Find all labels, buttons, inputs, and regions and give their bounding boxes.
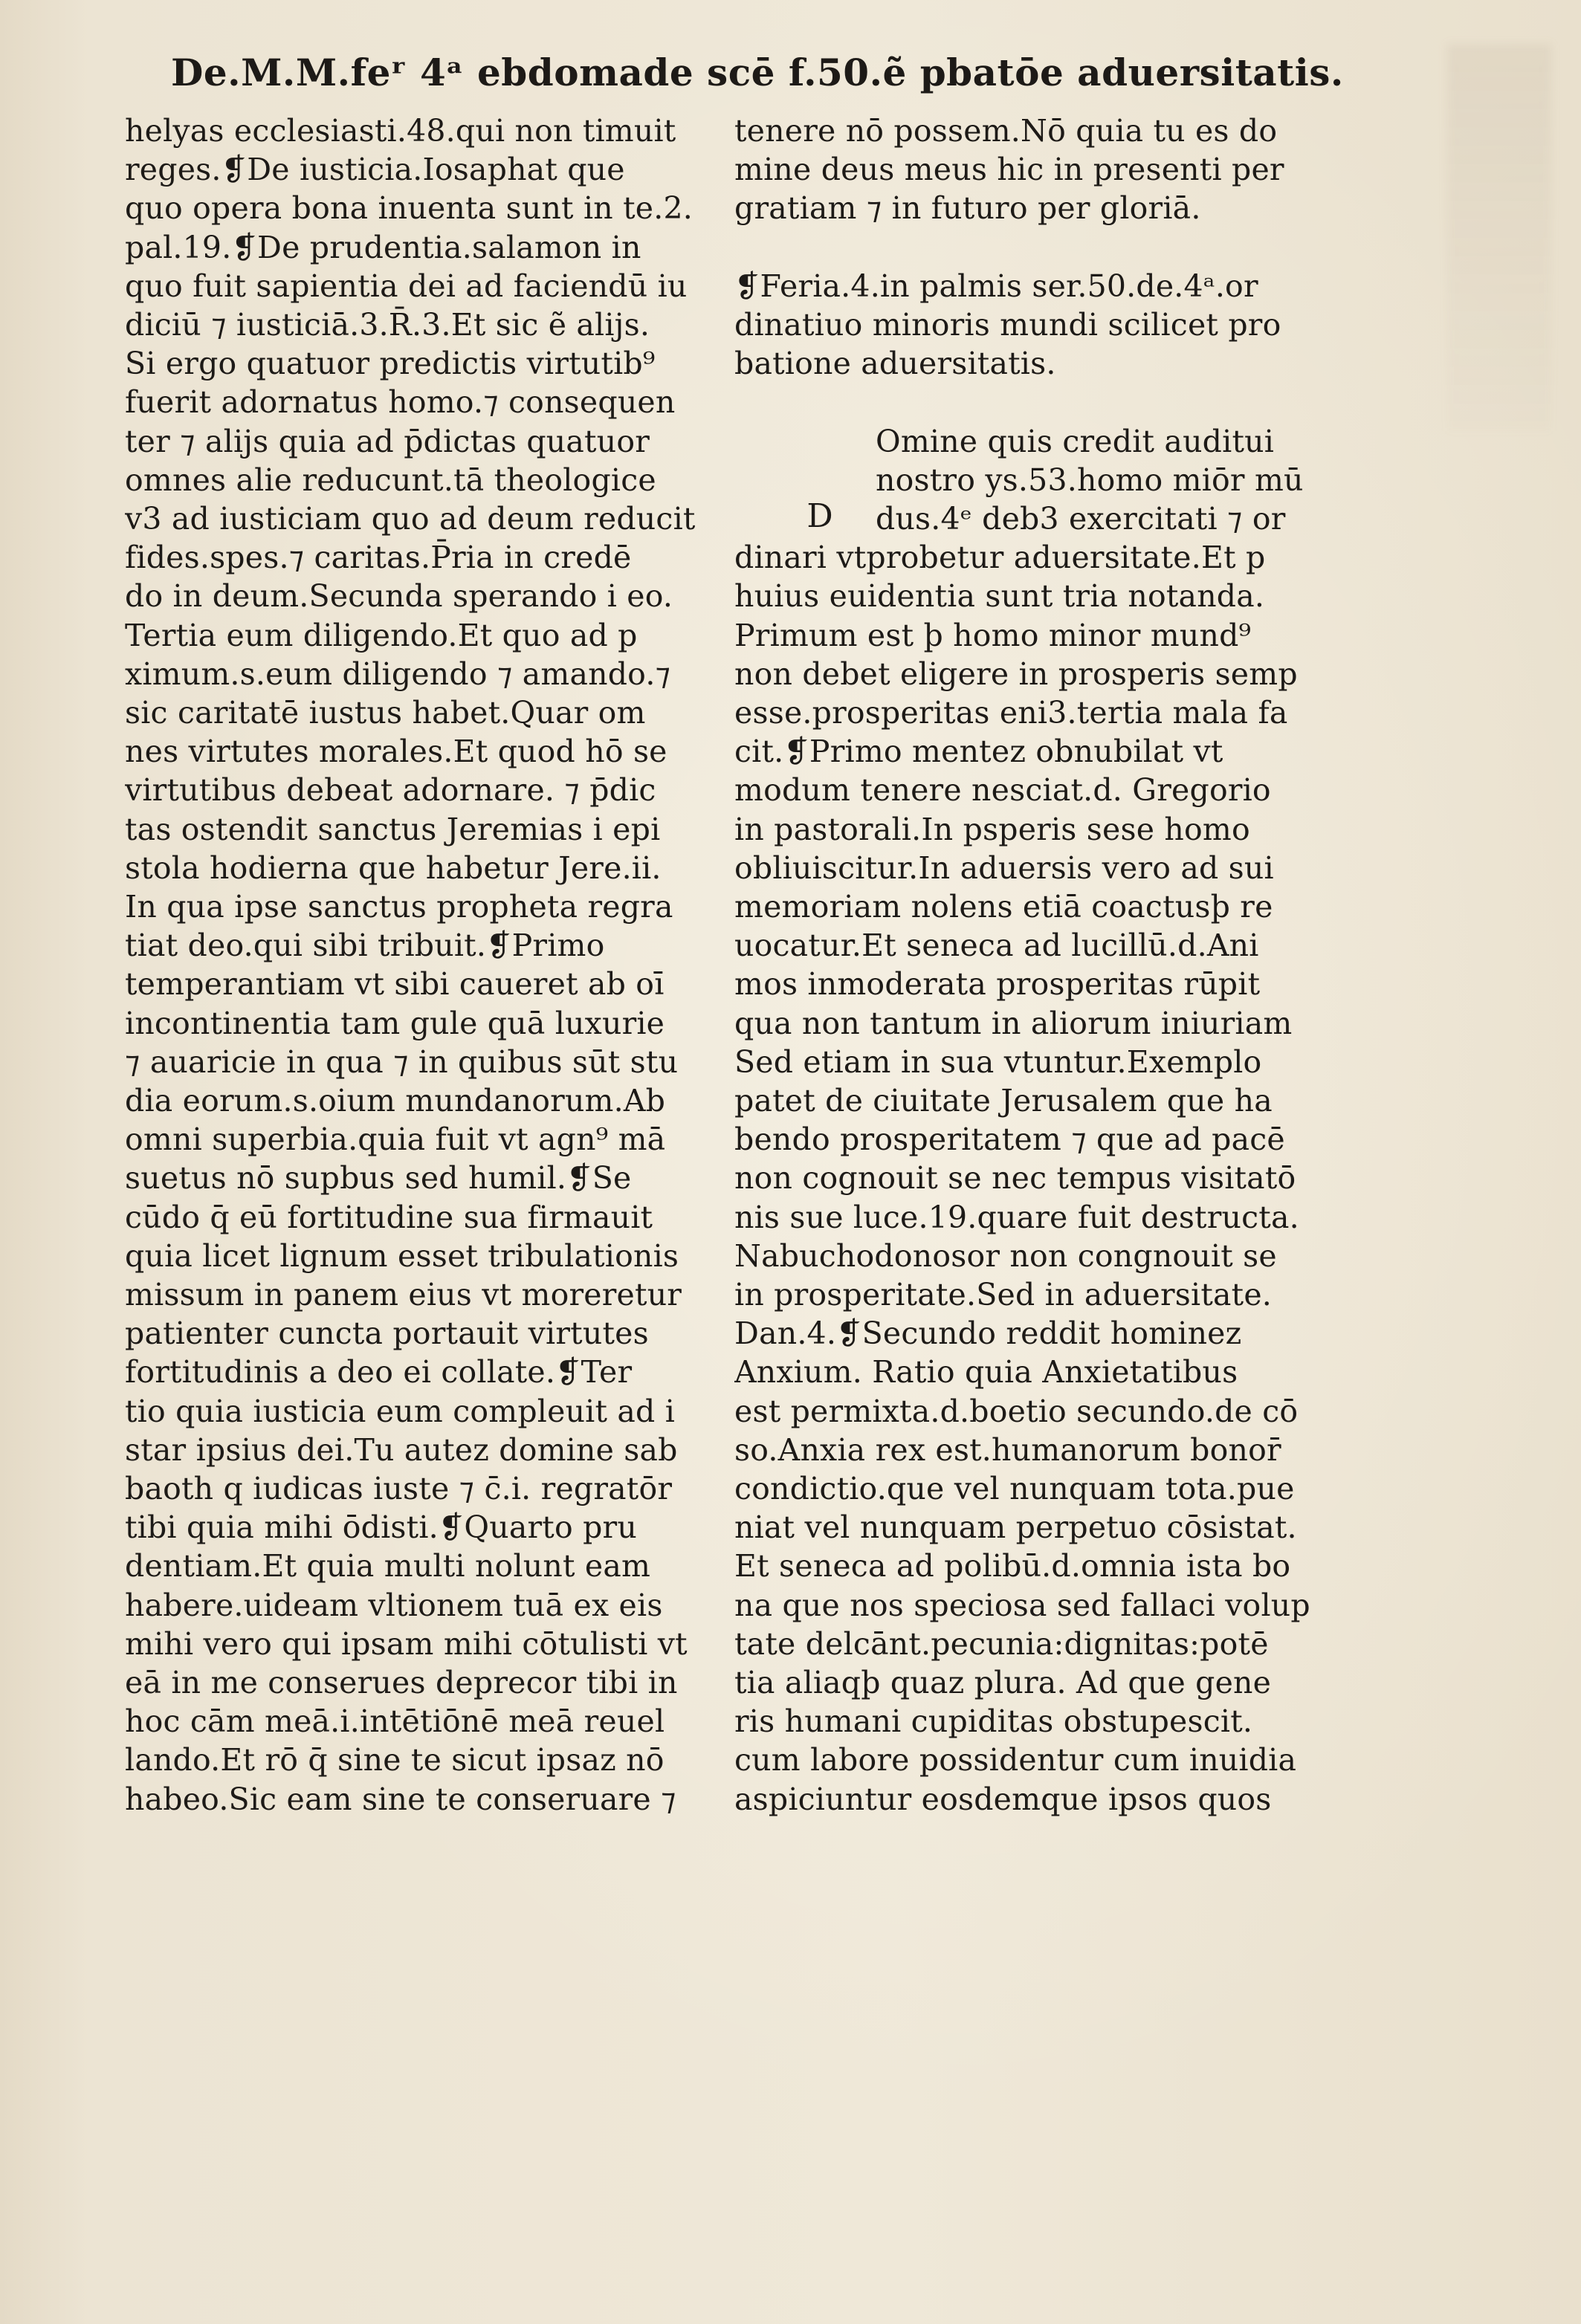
right-column-line-13: huius euidentia sunt tria notanda. xyxy=(734,578,1265,614)
left-column-line-18: virtutibus debeat adornare. ⁊ p̄dic xyxy=(125,772,656,808)
right-column-line-3: gratiam ⁊ in futuro per gloriā. xyxy=(734,190,1201,226)
left-column-line-2: reges.❡De iusticia.Iosaphat que xyxy=(125,152,625,187)
right-column-line-15: non debet eligere in prosperis semp xyxy=(734,656,1298,692)
left-column-line-24: incontinentia tam gule quā luxurie xyxy=(125,1006,665,1041)
left-column-line-16: sic caritatē iustus habet.Quar om xyxy=(125,695,646,731)
right-column-line-26: patet de ciuitate Jerusalem que ha xyxy=(734,1083,1273,1119)
right-column-line-36: condictio.que vel nunquam tota.pue xyxy=(734,1471,1295,1506)
right-column-line-37: niat vel nunquam perpetuo cōsistat. xyxy=(734,1509,1297,1545)
right-column-line-29: nis sue luce.19.quare fuit destructa. xyxy=(734,1200,1299,1235)
left-column-line-11: v3 ad iusticiam quo ad deum reducit xyxy=(125,501,696,537)
right-column-line-30: Nabuchodonosor non congnouit se xyxy=(734,1238,1277,1274)
bleed-through-shadow xyxy=(1447,45,1551,431)
right-column-line-22: uocatur.Et seneca ad lucillū.d.Ani xyxy=(734,928,1259,963)
right-column-line-17: cit.❡Primo mentez obnubilat vt xyxy=(734,734,1223,769)
right-column-line-25: Sed etiam in sua vtuntur.Exemplo xyxy=(734,1044,1262,1080)
right-column-line-7: batione aduersitatis. xyxy=(734,346,1056,381)
right-column-line-5: ❡Feria.4.in palmis ser.50.de.4ᵃ.or xyxy=(734,268,1258,304)
left-column-line-27: omni superbia.quia fuit vt agn⁹ mā xyxy=(125,1121,666,1157)
right-column-line-42: ris humani cupiditas obstupescit. xyxy=(734,1703,1253,1739)
right-column-line-35: so.Anxia rex est.humanorum bonor̄ xyxy=(734,1432,1281,1468)
left-column-line-42: hoc cām meā.i.intētiōnē meā reuel xyxy=(125,1703,665,1739)
right-column-line-1: tenere nō possem.Nō quia tu es do xyxy=(734,113,1278,149)
right-column-line-24: qua non tantum in aliorum iniuriam xyxy=(734,1006,1293,1041)
left-column-line-44: habeo.Sic eam sine te conseruare ⁊ xyxy=(125,1781,676,1817)
left-column-line-34: tio quia iusticia eum compleuit ad i xyxy=(125,1394,676,1429)
right-column-line-10: nostro ys.53.homo miōr mū xyxy=(876,462,1304,498)
left-column-line-15: ximum.s.eum diligendo ⁊ amando.⁊ xyxy=(125,656,671,692)
left-column-line-31: missum in panem eius vt moreretur xyxy=(125,1277,682,1312)
left-column-line-4: pal.19.❡De prudentia.salamon in xyxy=(125,230,641,265)
left-column-line-8: fuerit adornatus homo.⁊ consequen xyxy=(125,384,676,420)
left-column-line-5: quo fuit sapientia dei ad faciendū iu xyxy=(125,268,688,304)
right-column-line-44: aspiciuntur eosdemque ipsos quos xyxy=(734,1781,1272,1817)
left-column-line-39: habere.uideam vltionem tuā ex eis xyxy=(125,1587,663,1623)
left-column-line-13: do in deum.Secunda sperando i eo. xyxy=(125,578,673,614)
right-text-column xyxy=(734,111,1329,1940)
right-column-line-23: mos inmoderata prosperitas rūpit xyxy=(734,966,1261,1002)
left-column-line-35: star ipsius dei.Tu autez domine sab xyxy=(125,1432,678,1468)
initial-letter-guide: D xyxy=(806,497,833,535)
right-column-line-19: in pastorali.In psperis sese homo xyxy=(734,812,1250,847)
right-column-line-20: obliuiscitur.In aduersis vero ad sui xyxy=(734,850,1274,886)
left-column-line-9: ter ⁊ alijs quia ad p̄dictas quatuor xyxy=(125,424,650,459)
left-column-line-28: suetus nō supbus sed humil.❡Se xyxy=(125,1160,632,1196)
left-column-line-19: tas ostendit sanctus Jeremias i epi xyxy=(125,812,661,847)
left-column-line-30: quia licet lignum esset tribulationis xyxy=(125,1238,679,1274)
right-column-line-21: memoriam nolens etiā coactusþ re xyxy=(734,889,1273,925)
left-column-line-38: dentiam.Et quia multi nolunt eam xyxy=(125,1548,651,1584)
left-text-column xyxy=(125,111,720,1940)
left-column-line-3: quo opera bona inuenta sunt in te.2. xyxy=(125,190,693,226)
left-column-line-33: fortitudinis a deo ei collate.❡Ter xyxy=(125,1354,633,1390)
left-column-line-21: In qua ipse sanctus propheta regra xyxy=(125,889,673,925)
left-column-line-40: mihi vero qui ipsam mihi cōtulisti vt xyxy=(125,1626,688,1662)
left-column-line-32: patienter cuncta portauit virtutes xyxy=(125,1315,649,1351)
left-column-line-1: helyas ecclesiasti.48.qui non timuit xyxy=(125,113,676,149)
right-column-line-33: Anxium. Ratio quia Anxietatibus xyxy=(734,1354,1238,1390)
left-column-line-22: tiat deo.qui sibi tribuit.❡Primo xyxy=(125,928,605,963)
right-column-line-11: dus.4ᵉ deb3 exercitati ⁊ or xyxy=(876,501,1286,537)
left-column-line-7: Si ergo quatuor predictis virtutib⁹ xyxy=(125,346,656,381)
right-column-line-12: dinari vtprobetur aduersitate.Et p xyxy=(734,540,1266,575)
right-column-line-14: Primum est þ homo minor mund⁹ xyxy=(734,618,1252,653)
right-column-line-31: in prosperitate.Sed in aduersitate. xyxy=(734,1277,1273,1312)
right-column-line-9: Omine quis credit auditui xyxy=(876,424,1275,459)
left-column-line-6: diciū ⁊ iusticiā.3.R̄.3.Et sic ẽ alijs. xyxy=(125,307,650,343)
right-column-line-2: mine deus meus hic in presenti per xyxy=(734,152,1284,187)
left-column-line-37: tibi quia mihi ōdisti.❡Quarto pru xyxy=(125,1509,637,1545)
right-column-line-28: non cognouit se nec tempus visitatō xyxy=(734,1160,1296,1196)
left-column-line-41: eā in me conserues deprecor tibi in xyxy=(125,1665,678,1700)
right-column-line-38: Et seneca ad polibū.d.omnia ista bo xyxy=(734,1548,1291,1584)
right-column-line-39: na que nos speciosa sed fallaci volup xyxy=(734,1587,1310,1623)
running-head: De.M.M.feʳ 4ᵃ ebdomade scē f.50.ẽ pbatōe aduersitatis. xyxy=(171,51,1344,94)
left-column-line-12: fides.spes.⁊ caritas.P̄ria in credē xyxy=(125,540,632,575)
left-column-line-29: cūdo q̄ eū fortitudine sua firmauit xyxy=(125,1200,653,1235)
left-column-line-25: ⁊ auaricie in qua ⁊ in quibus sūt stu xyxy=(125,1044,679,1080)
right-column-line-4 xyxy=(734,228,1329,267)
left-column-line-14: Tertia eum diligendo.Et quo ad p xyxy=(125,618,638,653)
right-column-line-16: esse.prosperitas eni3.tertia mala fa xyxy=(734,695,1288,731)
right-column-line-18: modum tenere nesciat.d. Gregorio xyxy=(734,772,1271,808)
right-column-line-40: tate delcānt.pecunia:dignitas:potē xyxy=(734,1626,1269,1662)
left-column-line-17: nes virtutes morales.Et quod hō se xyxy=(125,734,667,769)
right-column-line-32: Dan.4.❡Secundo reddit hominez xyxy=(734,1315,1242,1351)
right-column-line-27: bendo prosperitatem ⁊ que ad pacē xyxy=(734,1121,1285,1157)
right-column-line-34: est permixta.d.boetio secundo.de cō xyxy=(734,1394,1299,1429)
right-column-line-8 xyxy=(734,383,1329,421)
right-column-line-6: dinatiuo minoris mundi scilicet pro xyxy=(734,307,1281,343)
left-column-line-23: temperantiam vt sibi caueret ab oī xyxy=(125,966,665,1002)
left-column-line-36: baoth q iudicas iuste ⁊ c̄.i. regratōr xyxy=(125,1471,673,1506)
left-column-line-43: lando.Et rō q̄ sine te sicut ipsaz nō xyxy=(125,1742,665,1778)
left-column-line-26: dia eorum.s.oium mundanorum.Ab xyxy=(125,1083,666,1119)
left-column-line-10: omnes alie reducunt.tā theologice xyxy=(125,462,656,498)
right-column-line-43: cum labore possidentur cum inuidia xyxy=(734,1742,1297,1778)
right-column-line-41: tia aliaqþ quaz plura. Ad que gene xyxy=(734,1665,1272,1700)
left-column-line-20: stola hodierna que habetur Jere.ii. xyxy=(125,850,662,886)
